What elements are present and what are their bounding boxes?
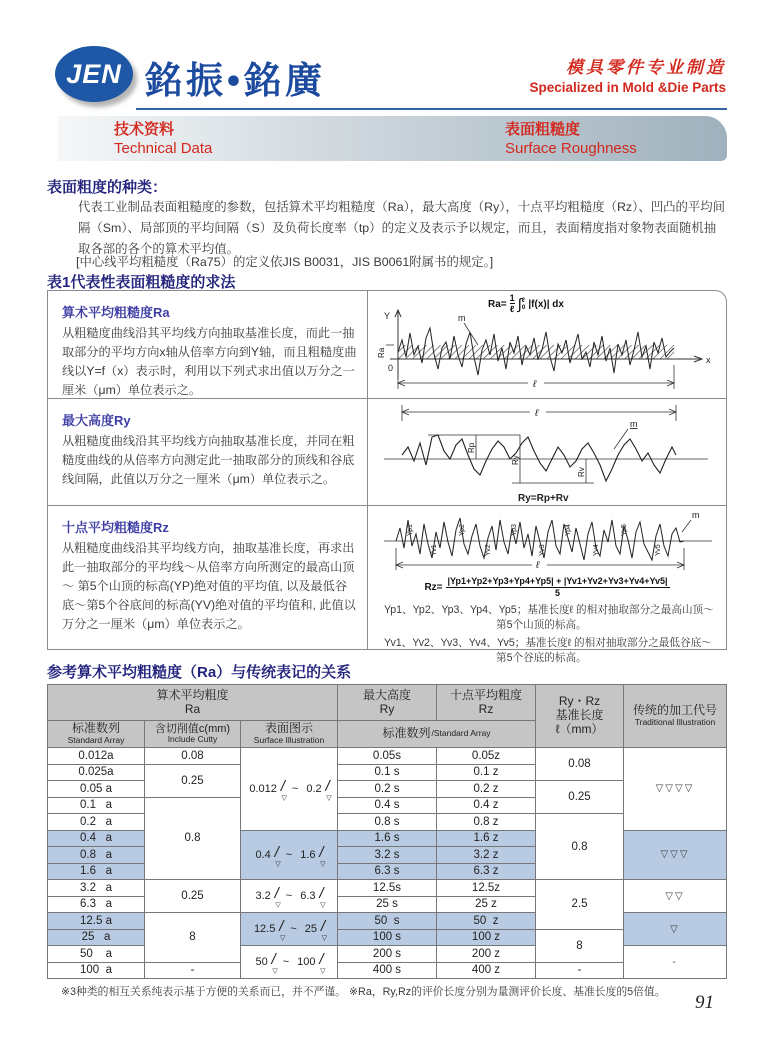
- svg-text:Yp3: Yp3: [511, 524, 518, 536]
- ra-value-cell: 0.8 a: [48, 847, 145, 864]
- table-footnote: ※3种类的相互关系纯表示基于方便的关系而已，并不严谨。 ※Ra，Ry,Rz的评价长度分别为量测评价长度、基准长度的5倍值。: [61, 986, 666, 998]
- header-base-line2: 基准长度: [555, 708, 604, 723]
- base-length-cell: 0.8: [536, 814, 624, 880]
- ra-definition-cell: [48, 291, 368, 399]
- base-length-cell: 2.5: [536, 880, 624, 930]
- integral-upper: ℓ: [521, 296, 525, 304]
- rz-value-cell: 6.3 z: [437, 864, 536, 881]
- ra-value-cell: 25 a: [48, 930, 145, 947]
- header-rz: [437, 685, 536, 721]
- logo-text: JEN: [66, 58, 122, 89]
- svg-text:Yp2: Yp2: [459, 524, 466, 536]
- ra-value-cell: 0.05 a: [48, 781, 145, 798]
- ra-value-cell: 3.2 a: [48, 880, 145, 897]
- ry-value-cell: 0.1 s: [338, 765, 437, 782]
- base-length-cell: 8: [536, 930, 624, 963]
- rz-value-cell: 400 z: [437, 963, 536, 980]
- svg-text:Ry=Rp+Rv: Ry=Rp+Rv: [518, 493, 569, 504]
- ry-value-cell: 0.2 s: [338, 781, 437, 798]
- svg-text:Yp1: Yp1: [407, 524, 414, 536]
- rz-title: 十点平均粗糙度Rz: [62, 520, 169, 535]
- rz-body: 从粗糙度曲线沿其平均线方向，抽取基准长度，再求出此一抽取部分的平均线～从倍率方向所测定的最高山顶～ 第5个山顶的标高(YP)绝对值的平均值, 以及最低谷底～第5个谷底间的标高(YV)绝对值的平均值和, 此值以万分之一厘米（μm）单位表示之。: [62, 541, 356, 631]
- ra-value-cell: 1.6 a: [48, 864, 145, 881]
- header-ryrz-standard-array-en: /Standard Array: [431, 728, 491, 739]
- header-standard-array: [48, 721, 145, 748]
- svg-text:ℓ: ℓ: [533, 379, 537, 390]
- svg-text:ℓ: ℓ: [536, 560, 540, 571]
- ra-waveform-svg: [372, 307, 722, 395]
- ra-formula-body: |f(x)| dx: [528, 298, 564, 310]
- rz-formula-lhs: Rz=: [424, 581, 443, 593]
- ra-value-cell: 6.3 a: [48, 897, 145, 914]
- cutty-value-cell: 0.08: [145, 748, 241, 765]
- header-surface-illustration-en: Surface Illustration: [253, 735, 325, 746]
- header-traditional: [624, 685, 727, 748]
- rz-value-cell: 0.4 z: [437, 798, 536, 815]
- rz-value-cell: 200 z: [437, 946, 536, 963]
- slogan-en: Specialized in Mold &Die Parts: [529, 80, 726, 95]
- rz-value-cell: 3.2 z: [437, 847, 536, 864]
- brand-title: 銘振•銘廣: [145, 60, 326, 101]
- svg-text:Ra: Ra: [377, 347, 386, 358]
- intro-body: 代表工业制品表面粗糙度的参数，包括算术平均粗糙度（Ra），最大高度（Ry），十点平均粗糙度（Rz）、凹凸的平均间隔（Sm）、局部顶的平均间隔（S）及负荷长度率（tp）的定义及表示予以规定，而且，表面精度指对象物表面随机抽取各部的各个的算术平均值。: [78, 200, 726, 256]
- svg-text:Rv: Rv: [577, 467, 586, 477]
- header-surface-illustration-cn: 表面图示: [264, 721, 313, 736]
- header-standard-array-cn: 标准数列: [71, 721, 120, 736]
- ry-value-cell: 25 s: [338, 897, 437, 914]
- banner-right-en: Surface Roughness: [505, 139, 637, 157]
- cutty-value-cell: 0.25: [145, 765, 241, 798]
- rz-note-yp: Yp1、Yp2、Yp3、Yp4、Yp5；基准长度ℓ 的相对抽取部分之最高山顶～第5个山顶的标高。: [384, 604, 714, 632]
- header-ra-group-cn: 算术平均粗度: [156, 687, 229, 702]
- header-standard-array-en: Standard Array: [67, 735, 125, 746]
- roughness-definition-table: [47, 290, 727, 665]
- ry-value-cell: 200 s: [338, 946, 437, 963]
- rz-note-yv: Yv1、Yv2、Yv3、Yv4、Yv5；基准长度ℓ 的相对抽取部分之最低谷底～第5个谷底的标高。: [384, 636, 712, 665]
- section-banner: [58, 116, 727, 161]
- traditional-code-cell: ▽▽▽: [624, 831, 727, 881]
- rz-definition-cell: [48, 506, 368, 649]
- header-include-cutty: [145, 721, 241, 748]
- rz-value-cell: 0.05z: [437, 748, 536, 765]
- ry-value-cell: 0.4 s: [338, 798, 437, 815]
- svg-text:Rp: Rp: [467, 442, 476, 453]
- svg-text:Yv4: Yv4: [593, 544, 600, 556]
- header-traditional-cn: 传统的加工代号: [632, 703, 717, 718]
- header-divider: [136, 108, 727, 110]
- svg-text:0: 0: [388, 363, 394, 373]
- ra-title: 算术平均粗糙度Ra: [62, 305, 170, 320]
- ra-value-cell: 0.2 a: [48, 814, 145, 831]
- rz-diagram: [368, 506, 726, 665]
- rz-value-cell: 25 z: [437, 897, 536, 914]
- banner-left-cn: 技术资料: [114, 121, 175, 138]
- header-ryrz-standard-array-cn: 标准数列: [382, 726, 431, 741]
- rz-waveform-svg: [372, 508, 722, 574]
- header-surface-illustration: [241, 721, 338, 748]
- ra-value-cell: 0.4 a: [48, 831, 145, 848]
- svg-text:Yv5: Yv5: [655, 544, 662, 556]
- banner-right: [505, 121, 637, 159]
- svg-text:m: m: [630, 419, 638, 429]
- header-ra-group: [48, 685, 338, 721]
- ry-value-cell: 12.5s: [338, 880, 437, 897]
- ra-value-cell: 0.012a: [48, 748, 145, 765]
- ry-title: 最大高度Ry: [62, 413, 131, 428]
- relation-table: [47, 684, 727, 979]
- base-length-cell: 0.08: [536, 748, 624, 781]
- svg-text:Yp4: Yp4: [565, 524, 572, 536]
- ry-definition-cell: [48, 399, 368, 506]
- rz-formula-fraction: [446, 576, 670, 599]
- banner-right-cn: 表面粗糙度: [505, 121, 581, 138]
- surface-illustration-cell: 3.2 / ▽ ~ 6.3 / ▽: [241, 880, 338, 913]
- header-traditional-en: Traditional Illustration: [634, 717, 716, 728]
- slogan-cn: 模具零件专业制造: [566, 58, 726, 77]
- header-ra-group-sub: Ra: [184, 701, 201, 716]
- header-include-cutty-cn: 含切削值c(mm): [154, 722, 231, 735]
- header-base-line1: Ry・Rz: [558, 694, 601, 709]
- svg-text:Y: Y: [384, 311, 391, 321]
- ry-waveform-svg: [372, 401, 722, 505]
- relation-table-body: [47, 748, 727, 979]
- intro-heading: 表面粗度的种类：: [47, 179, 168, 196]
- ry-value-cell: 0.05s: [338, 748, 437, 765]
- header-ry-sub: Ry: [379, 701, 395, 716]
- svg-text:Yv2: Yv2: [485, 544, 492, 556]
- fraction-numerator: |Yp1+Yp2+Yp3+Yp4+Yp5| + |Yv1+Yv2+Yv3+Yv4+Yv5|: [446, 576, 670, 588]
- intro-note: [中心线平均粗糙度（Ra75）的定义依JIS B0031，JIS B0061附属书的规定。]: [76, 255, 494, 269]
- relation-table-header: [47, 684, 727, 748]
- ry-value-cell: 1.6 s: [338, 831, 437, 848]
- ra-formula-lhs: Ra=: [488, 298, 507, 310]
- header-rz-sub: Rz: [478, 701, 494, 716]
- ry-value-cell: 50 s: [338, 913, 437, 930]
- svg-text:m: m: [692, 510, 700, 520]
- rz-value-cell: 100 z: [437, 930, 536, 947]
- header-rz-cn: 十点平均粗度: [449, 687, 522, 702]
- fraction-numerator: 1: [509, 293, 515, 303]
- ry-value-cell: 6.3 s: [338, 864, 437, 881]
- svg-text:Yp5: Yp5: [621, 524, 628, 536]
- fraction-denominator: ℓ: [509, 304, 515, 315]
- ra-value-cell: 12.5 a: [48, 913, 145, 930]
- base-length-cell: 0.25: [536, 781, 624, 814]
- table1-heading: 表1代表性表面粗糙度的求法: [47, 274, 236, 291]
- base-length-cell: -: [536, 963, 624, 980]
- rz-value-cell: 0.2 z: [437, 781, 536, 798]
- ry-diagram: [368, 399, 726, 506]
- company-logo: [55, 46, 133, 102]
- ra-value-cell: 100 a: [48, 963, 145, 980]
- traditional-code-cell: ▽▽: [624, 880, 727, 913]
- svg-text:Ry: Ry: [511, 455, 520, 465]
- header-slogan: [529, 53, 726, 95]
- integral-glyph: ∫: [517, 295, 522, 313]
- ry-value-cell: 3.2 s: [338, 847, 437, 864]
- rz-value-cell: 0.1 z: [437, 765, 536, 782]
- cutty-value-cell: -: [145, 963, 241, 980]
- svg-text:Yv1: Yv1: [431, 544, 438, 556]
- ry-value-cell: 0.8 s: [338, 814, 437, 831]
- svg-text:Yv3: Yv3: [539, 544, 546, 556]
- cutty-value-cell: 8: [145, 913, 241, 963]
- traditional-code-cell: ▽▽▽▽: [624, 748, 727, 831]
- surface-illustration-cell: 0.012 / ▽ ~ 0.2 / ▽: [241, 748, 338, 831]
- cutty-value-cell: 0.8: [145, 798, 241, 881]
- rz-value-cell: 12.5z: [437, 880, 536, 897]
- rz-notes: [384, 602, 718, 668]
- header-base-length: [536, 685, 624, 748]
- svg-text:ℓ: ℓ: [535, 408, 539, 419]
- ry-value-cell: 100 s: [338, 930, 437, 947]
- rz-value-cell: 50 z: [437, 913, 536, 930]
- ra-value-cell: 0.025a: [48, 765, 145, 782]
- traditional-code-cell: -: [624, 946, 727, 979]
- banner-left: [114, 121, 212, 159]
- ra-body: 从粗糙度曲线沿其平均线方向抽取基准长度，而此一抽取部分的平均方向x轴从倍率方向到Y轴，而且粗糙度曲线以Y=f（x）表示时，利用以下列式求出值以万分之一厘米（μm）单位表示之。: [62, 326, 357, 397]
- rz-formula: [368, 576, 726, 599]
- svg-text:x: x: [706, 355, 711, 365]
- svg-text:m: m: [458, 313, 466, 323]
- relation-heading: 参考算术平均粗糙度（Ra）与传统表记的关系: [47, 664, 352, 681]
- header-ryrz-standard-array: [338, 721, 536, 748]
- ra-value-cell: 0.1 a: [48, 798, 145, 815]
- header-ry-cn: 最大高度: [362, 687, 411, 702]
- fraction-denominator: 5: [555, 588, 561, 599]
- surface-illustration-cell: 0.4 / ▽ ~ 1.6 / ▽: [241, 831, 338, 881]
- traditional-code-cell: ▽: [624, 913, 727, 946]
- header-base-line3: ℓ（mm）: [555, 721, 604, 736]
- header-include-cutty-en: Include Cutty: [167, 734, 218, 745]
- integral-lower: 0: [521, 304, 526, 312]
- header-ry: [338, 685, 437, 721]
- rz-value-cell: 1.6 z: [437, 831, 536, 848]
- ra-diagram: [368, 291, 726, 399]
- page-number: 91: [695, 992, 714, 1013]
- ry-value-cell: 400 s: [338, 963, 437, 980]
- banner-left-en: Technical Data: [114, 139, 213, 157]
- rz-value-cell: 0.8 z: [437, 814, 536, 831]
- surface-illustration-cell: 50 / ▽ ~ 100 / ▽: [241, 946, 338, 979]
- ry-body: 从粗糙度曲线沿其平均线方向抽取基准长度，并同在粗糙度曲线的从倍率方向测定此一抽取部分的顶线和谷底线间隔，此值以万分之一厘米（μm）单位表示之。: [62, 434, 355, 486]
- cutty-value-cell: 0.25: [145, 880, 241, 913]
- ra-value-cell: 50 a: [48, 946, 145, 963]
- surface-illustration-cell: 12.5 / ▽ ~ 25 / ▽: [241, 913, 338, 946]
